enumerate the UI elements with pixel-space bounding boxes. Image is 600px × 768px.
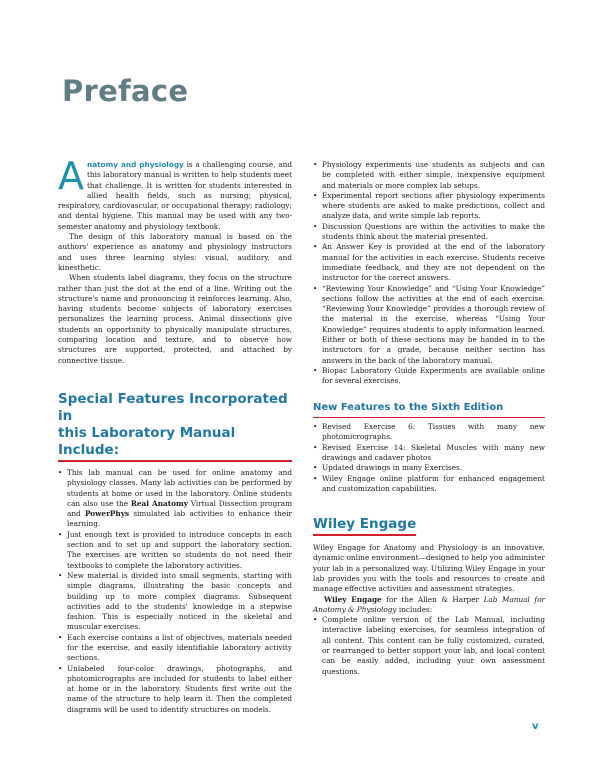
list-item: • Experimental report sections after physiology experiments where students are asked to make predictions, collect and analyze data, and write simple lab reports. <box>313 191 545 222</box>
wiley-heading-text: Wiley Engage <box>313 516 416 536</box>
intro-lead: natomy and physiology <box>87 160 184 169</box>
wiley-engage-heading <box>313 516 545 536</box>
special-heading-line2: this Laboratory Manual Include: <box>58 425 292 462</box>
design-paragraph: The design of this laboratory manual is based on the authors' experience as anatomy and physiology instructors and uses three learning styles: visual, auditory, and kinesthetic. <box>58 232 292 272</box>
right-column <box>313 160 545 677</box>
list-item: • “Reviewing Your Knowledge” and “Using Your Knowledge” sections follow the activities at the end of each exercise. “Reviewing Your Knowledge” provides a thorough review of the material in the exercise, whereas “Using Your Knowledge” requires students to apply information learned. Either or both of these sections may be handed in to the instructors for a grade, because neither section has answers in the back of the laboratory manual. <box>313 284 545 366</box>
list-item: • This lab manual can be used for online anatomy and physiology classes. Many lab activities can be performed by students at home or used in the laboratory. Online students can also use the Real Anatomy Virtual Dissection program and PowerPhys simulated lab activities to enhance their learning. <box>58 468 292 530</box>
list-item: • Revised Exercise 14: Skeletal Muscles with many new drawings and cadaver photos <box>313 443 545 464</box>
list-item: • Each exercise contains a list of objectives, materials needed for the exercise, and easily identifiable laboratory activity sections. <box>58 633 292 664</box>
list-item: • Physiology experiments use students as subjects and can be completed with either simple, inexpensive equipment and materials or more complex lab setups. <box>313 160 545 191</box>
wiley-includes-paragraph: Wiley Engage for the Allen & Harper Lab Manual for Anatomy & Physiology includes: <box>313 594 546 614</box>
list-item: • New material is divided into small segments, starting with simple diagrams, illustrating the basic concepts and building up to more complex diagrams. Subsequent activities add to the students' knowledge in a stepwise fashion. This is especially noticed in the skeletal and muscular exercises. <box>58 571 292 633</box>
powerphys-name: PowerPhys <box>84 509 130 519</box>
special-heading-line1: Special Features Incorporated in <box>58 390 288 424</box>
left-column <box>58 154 292 715</box>
intro-text: is a challenging course, and this laboratory manual is written to help students meet that challenge. It is written for students interested in allied health fields, such as nursing; physical, respiratory, cardiovascular, or occupational therapy; radiology; and dental hygiene. This manual may be used with any two-semester anatomy and physiology textbook. <box>58 160 292 231</box>
page-title: Preface <box>62 74 189 108</box>
list-item: • Unlabeled four-color drawings, photographs, and photomicrographs are included for students to label either at home or in the laboratory. Students first write out the name of the structure to help learn it. Then the completed diagrams will be used to identify structures on models. <box>58 664 292 715</box>
drop-cap: A <box>58 154 84 198</box>
list-item: • Just enough text is provided to introduce concepts in each section and to set up and support the laboratory section. The exercises are written so students do not need their textbooks to complete the laboratory activities. <box>58 530 292 571</box>
list-item: • Discussion Questions are within the activities to make the students think about the material presented. <box>313 222 545 243</box>
new-features-list <box>313 422 545 494</box>
list-item: • Revised Exercise 6: Tissues with many new photomicrographs. <box>313 422 545 443</box>
real-anatomy-name: Real Anatomy <box>130 498 188 508</box>
special-features-list <box>58 468 292 715</box>
list-item: • Updated drawings in many Exercises. <box>313 463 545 473</box>
list-item: • Complete online version of the Lab Manual, including interactive labeling exercises, for seamless integration of all content. This content can be fully customized, curated, or rearranged to better support your lab, and local content can be easily added, including your own assessment questions. <box>313 615 545 677</box>
new-features-heading: New Features to the Sixth Edition <box>313 401 504 413</box>
wiley-paragraph: Wiley Engage for Anatomy and Physiology is an innovative, dynamic online environment—designed to help you administer your lab in a personalized way. Utilizing Wiley Engage in your lab provides you with the tools and resources to create and manage effective activities and assessment strategies. <box>313 543 545 594</box>
list-item: • Wiley Engage online platform for enhanced engagement and customization capabilities. <box>313 474 545 495</box>
special-features-heading <box>58 391 292 462</box>
list-item: • Biopac Laboratory Guide Experiments are available online for several exercises. <box>313 366 545 387</box>
wiley-list <box>313 615 545 677</box>
intro-paragraph <box>58 154 292 232</box>
page-number: v <box>532 721 539 732</box>
labeling-paragraph: When students label diagrams, they focus on the structure rather than just the dot at the end of a line. Writing out the structure's name and pronouncing it reinforces learning. Also, having students become subjects of laboratory exercises personalizes the learning process. Animal dissections give students an opportunity to physically manipulate structures, comparing location and texture, and to observe how structures are supported, protected, and attached by connective tissue. <box>58 273 292 365</box>
list-item: • An Answer Key is provided at the end of the laboratory manual for the activities in each exercise. Students receive immediate feedback, and they are not dependent on the instructor for the correct answers. <box>313 242 545 283</box>
continued-features-list <box>313 160 545 387</box>
